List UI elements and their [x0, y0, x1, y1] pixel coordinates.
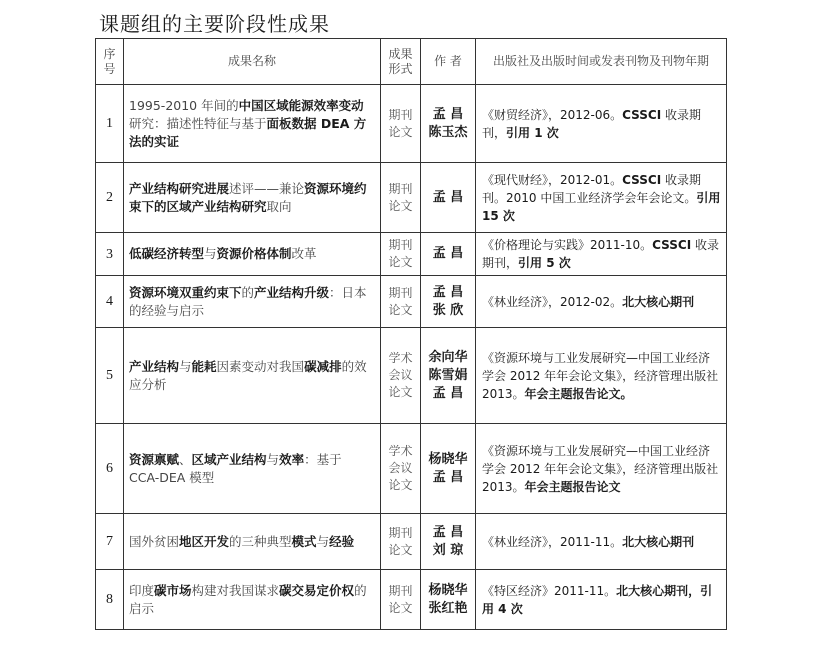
- author-name: 陈雪娟: [428, 367, 468, 383]
- row-number: 4: [96, 276, 124, 328]
- result-name: [124, 276, 381, 328]
- result-form: 期刊论文: [381, 85, 421, 163]
- result-name-segment: 、: [179, 451, 192, 467]
- publication-info: [476, 424, 727, 514]
- result-name-segment: 构建对我国谋求: [191, 582, 280, 598]
- result-name-segment: 与: [179, 358, 192, 374]
- result-name: [124, 328, 381, 424]
- result-name-segment: 与: [316, 533, 330, 549]
- result-name-segment: 因素变动对我国: [216, 358, 305, 374]
- result-authors: [421, 276, 476, 328]
- result-name-segment: 地区开发: [179, 533, 230, 549]
- publication-segment: 《现代财经》，2012-01。: [482, 172, 623, 187]
- author-name: 张红艳: [428, 600, 468, 616]
- author-name: 张 欣: [432, 302, 464, 318]
- publication-segment: 《价格理论与实践》2011-10。: [482, 238, 653, 252]
- header-pub: 出版社及出版时间或发表刊物及刊物年期: [476, 39, 727, 85]
- author-name: 陈玉杰: [428, 124, 468, 140]
- result-name-segment: 的三种典型: [229, 533, 292, 549]
- result-authors: [421, 85, 476, 163]
- result-name: [124, 233, 381, 276]
- result-name-segment: ：日本的经验与启示: [129, 284, 367, 318]
- publication-info: [476, 85, 727, 163]
- result-form: 期刊论文: [381, 570, 421, 630]
- result-name-segment: 资源环境约束下的区域产业结构研究: [129, 180, 367, 214]
- author-name: 孟 昌: [432, 246, 464, 261]
- results-table: [95, 38, 727, 630]
- publication-info: [476, 570, 727, 630]
- publication-segment: CSSCI: [652, 238, 692, 252]
- row-number: 8: [96, 570, 124, 630]
- author-name: 孟 昌: [432, 469, 464, 485]
- table-row: [96, 233, 727, 276]
- result-authors: [421, 233, 476, 276]
- result-name-segment: 述评——兼论: [229, 180, 305, 196]
- publication-segment: 北大核心期刊: [622, 534, 695, 549]
- result-name: [124, 570, 381, 630]
- result-name: [124, 163, 381, 233]
- result-name-segment: 碳减排: [304, 358, 342, 374]
- author-name: 孟 昌: [432, 189, 464, 205]
- table-row: [96, 276, 727, 328]
- result-name-segment: 资源价格体制: [216, 246, 292, 261]
- result-name-segment: 印度: [129, 582, 155, 598]
- row-number: 5: [96, 328, 124, 424]
- result-name-segment: 1995-2010 年间的: [129, 97, 239, 113]
- result-authors: [421, 163, 476, 233]
- result-form: 学术会议论文: [381, 328, 421, 424]
- result-name-segment: 能耗: [191, 358, 217, 374]
- publication-segment: 引用 5 次: [518, 256, 571, 270]
- publication-segment: 年会主题报告论文。: [524, 386, 633, 401]
- result-authors: [421, 424, 476, 514]
- publication-info: [476, 233, 727, 276]
- publication-segment: 收录期刊，: [482, 238, 720, 270]
- result-form: 期刊论文: [381, 163, 421, 233]
- publication-segment: 《林业经济》，2011-11。: [482, 534, 623, 549]
- header-no: 序号: [96, 39, 124, 85]
- author-name: 杨晓华: [428, 582, 468, 598]
- result-name-segment: ：基于 CCA-DEA 模型: [129, 451, 342, 485]
- table-row: [96, 514, 727, 570]
- row-number: 1: [96, 85, 124, 163]
- result-name-segment: 资源环境双重约束下: [129, 284, 242, 300]
- publication-segment: 收录期刊，: [482, 107, 702, 140]
- publication-segment: CSSCI: [622, 172, 662, 187]
- table-row: [96, 570, 727, 630]
- result-name-segment: 与: [266, 451, 280, 467]
- author-name: 孟 昌: [432, 385, 464, 401]
- result-name-segment: 碳交易定价权: [279, 582, 355, 598]
- row-number: 6: [96, 424, 124, 514]
- result-name-segment: 与: [204, 246, 217, 261]
- publication-info: [476, 514, 727, 570]
- row-number: 3: [96, 233, 124, 276]
- publication-info: [476, 276, 727, 328]
- header-form: 成果形式: [381, 39, 421, 85]
- author-name: 孟 昌: [432, 524, 464, 540]
- row-number: 7: [96, 514, 124, 570]
- publication-segment: 《资源环境与工业发展研究—中国工业经济学会 2012 年年会论文集》，经济管理出版社 2013。: [482, 443, 719, 494]
- publication-segment: 北大核心期刊，引用 4 次: [482, 583, 713, 616]
- result-name-segment: 模式: [291, 533, 317, 549]
- publication-info: [476, 328, 727, 424]
- result-name-segment: 改革: [291, 246, 317, 261]
- result-name-segment: 的: [241, 284, 255, 300]
- result-name: [124, 424, 381, 514]
- result-name-segment: 面板数据 DEA 方法的实证: [129, 115, 367, 149]
- result-name-segment: 资源禀赋: [129, 451, 180, 467]
- table-row: [96, 85, 727, 163]
- author-name: 刘 琼: [432, 542, 464, 558]
- result-name-segment: 中国区域能源效率变动: [238, 97, 364, 113]
- result-form: 期刊论文: [381, 276, 421, 328]
- publication-segment: 年会主题报告论文: [524, 479, 621, 494]
- publication-segment: 引用 15 次: [482, 190, 721, 223]
- result-name-segment: 效率: [279, 451, 305, 467]
- table-row: [96, 424, 727, 514]
- result-name-segment: 的效应分析: [129, 358, 367, 392]
- result-name-segment: 国外贫困: [129, 533, 180, 549]
- author-name: 孟 昌: [432, 284, 464, 300]
- result-name: [124, 85, 381, 163]
- row-number: 2: [96, 163, 124, 233]
- result-form: 期刊论文: [381, 514, 421, 570]
- publication-info: [476, 163, 727, 233]
- result-form: 学术会议论文: [381, 424, 421, 514]
- publication-segment: 《特区经济》2011-11。: [482, 583, 617, 598]
- header-name: 成果名称: [124, 39, 381, 85]
- table-header-row: [96, 39, 727, 85]
- publication-segment: 《财贸经济》，2012-06。: [482, 107, 623, 122]
- publication-segment: 《林业经济》，2012-02。: [482, 294, 623, 309]
- author-name: 杨晓华: [428, 451, 468, 467]
- publication-segment: 引用 1 次: [506, 125, 559, 140]
- table-row: [96, 163, 727, 233]
- result-name: [124, 514, 381, 570]
- result-name-segment: 的启示: [129, 582, 367, 616]
- result-name-segment: 区域产业结构: [191, 451, 267, 467]
- result-name-segment: 研究：描述性特征与基于: [129, 115, 267, 131]
- result-authors: [421, 328, 476, 424]
- result-name-segment: 产业结构研究进展: [129, 180, 230, 196]
- result-name-segment: 碳市场: [154, 582, 192, 598]
- publication-segment: 北大核心期刊: [622, 294, 695, 309]
- result-authors: [421, 570, 476, 630]
- author-name: 余向华: [428, 349, 468, 365]
- result-name-segment: 经验: [329, 533, 355, 549]
- publication-segment: CSSCI: [622, 107, 662, 122]
- result-name-segment: 取向: [266, 198, 292, 214]
- result-name-segment: 低碳经济转型: [129, 246, 205, 261]
- result-authors: [421, 514, 476, 570]
- author-name: 孟 昌: [432, 106, 464, 122]
- result-name-segment: 产业结构升级: [254, 284, 330, 300]
- result-form: 期刊论文: [381, 233, 421, 276]
- publication-segment: 收录期刊。2010 中国工业经济学会年会论文。: [482, 172, 702, 205]
- result-name-segment: 产业结构: [129, 358, 180, 374]
- page-title: 课题组的主要阶段性成果: [99, 12, 330, 36]
- header-author: 作 者: [421, 39, 476, 85]
- publication-segment: 《资源环境与工业发展研究—中国工业经济学会 2012 年年会论文集》，经济管理出版社 2013。: [482, 350, 719, 401]
- table-row: [96, 328, 727, 424]
